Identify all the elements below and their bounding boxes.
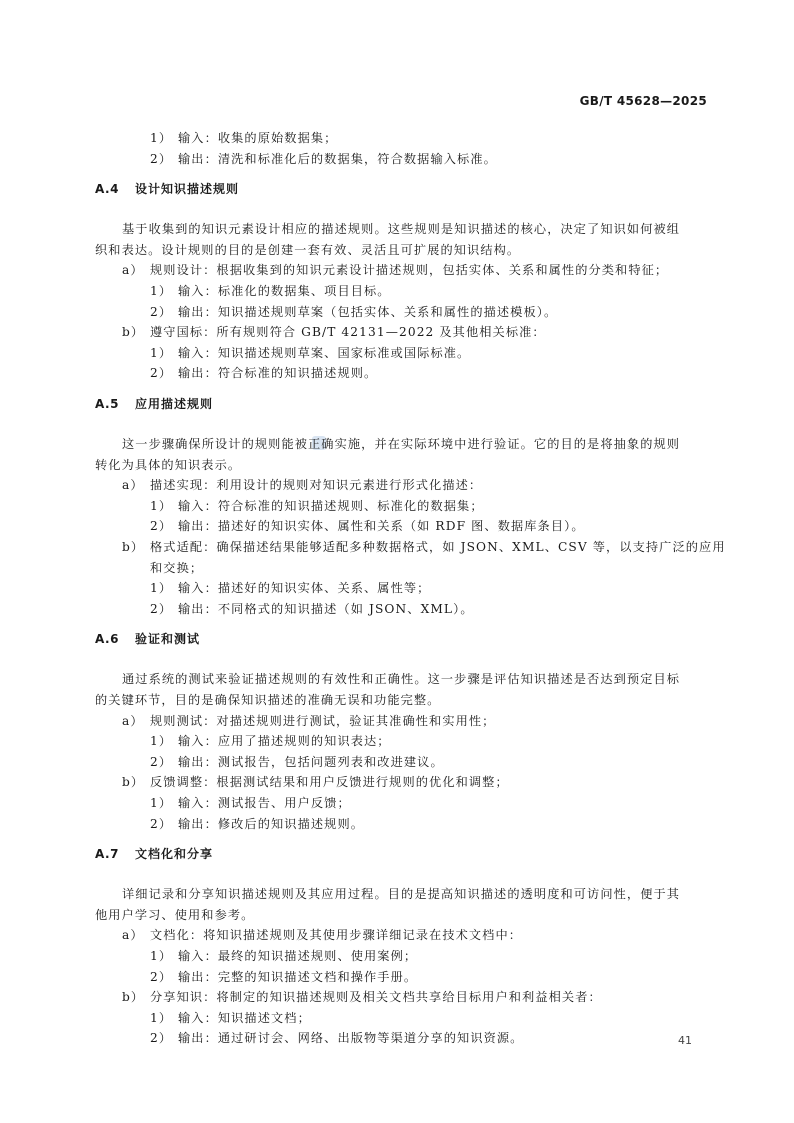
paragraph-line <box>122 219 680 239</box>
list-item <box>122 322 546 342</box>
section-number: A.6 <box>95 632 119 647</box>
line-text: 输出：清洗和标准化后的数据集，符合数据输入标准。 <box>178 151 497 166</box>
list-item <box>122 925 522 945</box>
line-text: 输入：标准化的数据集、项目目标。 <box>178 284 391 298</box>
line-text: 格式适配：确保描述结果能够适配多种数据格式，如 JSON、XML、CSV 等，以支持广泛的应用 <box>150 540 726 554</box>
sub-list-item <box>150 1008 311 1028</box>
list-label: 1） <box>150 345 173 360</box>
list-item <box>122 260 668 280</box>
line-text: 输出：通过研讨会、网络、出版物等渠道分享的知识资源。 <box>178 1031 524 1046</box>
section-number: A.5 <box>95 397 119 411</box>
list-label: a） <box>122 928 144 943</box>
list-label: 2） <box>150 601 173 616</box>
sub-list-item <box>150 281 391 301</box>
sub-list-item <box>150 793 351 813</box>
section-number: A.7 <box>95 847 119 862</box>
sub-list-item <box>150 149 497 169</box>
list-label: b） <box>122 325 145 340</box>
section-title: 验证和测试 <box>135 632 201 647</box>
line-text: 输入：知识描述规则草案、国家标准或国际标准。 <box>178 345 471 360</box>
line-text: 这一步骤确保所设计的规则能被正确实施，并在实际环境中进行验证。它的目的是将抽象的规则 <box>122 437 681 451</box>
list-label: 2） <box>150 519 173 534</box>
list-label: 1） <box>150 581 173 596</box>
list-item <box>122 475 482 495</box>
line-text: 输入：测试报告、用户反馈； <box>178 796 351 810</box>
line-text: 和交换； <box>150 560 204 575</box>
section-title: 文档化和分享 <box>135 847 214 862</box>
list-label: b） <box>122 990 145 1005</box>
section-number: A.4 <box>95 182 119 197</box>
sub-list-item <box>150 578 430 598</box>
line-text: 通过系统的测试来验证描述规则的有效性和正确性。这一步骤是评估知识描述是否达到预定目标 <box>122 672 681 687</box>
line-text: 规则设计：根据收集到的知识元素设计描述规则，包括实体、关系和属性的分类和特征； <box>150 263 669 278</box>
line-text: 输出：知识描述规则草案（包括实体、关系和属性的描述模板）。 <box>178 304 558 319</box>
sub-list-item <box>150 946 417 966</box>
list-label: b） <box>122 540 145 554</box>
section-heading <box>95 844 213 864</box>
paragraph-line <box>95 455 241 475</box>
sub-list-item <box>150 967 417 987</box>
line-text: 反馈调整：根据测试结果和用户反馈进行规则的优化和调整； <box>150 775 509 790</box>
line-text: 输入：收集的原始数据集； <box>178 131 338 145</box>
list-label: 1） <box>150 734 173 749</box>
line-text: 详细记录和分享知识描述规则及其应用过程。目的是提高知识描述的透明度和可访问性，便于其 <box>122 887 681 902</box>
paragraph-line <box>122 434 680 454</box>
sub-list-item <box>150 343 470 363</box>
sub-list-item <box>150 599 474 619</box>
paragraph-line <box>122 669 680 689</box>
line-text: 描述实现：利用设计的规则对知识元素进行形式化描述： <box>150 478 483 493</box>
section-title: 应用描述规则 <box>135 397 214 411</box>
line-text: 输出：测试报告，包括问题列表和改进建议。 <box>178 754 444 769</box>
paragraph-line <box>122 884 680 904</box>
list-label: 2） <box>150 969 173 984</box>
list-item-continuation <box>150 558 203 578</box>
sub-list-item <box>150 731 391 751</box>
paragraph-line <box>95 905 254 925</box>
list-label: a） <box>122 713 144 728</box>
list-label: b） <box>122 775 145 790</box>
list-label: 2） <box>150 304 173 319</box>
list-item <box>122 537 726 557</box>
list-label: 1） <box>150 949 173 963</box>
paragraph-line <box>95 240 520 260</box>
list-label: 2） <box>150 754 173 769</box>
list-label: 1） <box>150 284 173 298</box>
list-label: 1） <box>150 1010 173 1025</box>
list-label: a） <box>122 478 144 493</box>
line-text: 输出：修改后的知识描述规则。 <box>178 816 365 831</box>
page-number: 41 <box>678 1034 692 1047</box>
line-text: 输出：符合标准的知识描述规则。 <box>178 366 378 381</box>
list-label: 2） <box>150 366 173 381</box>
list-item <box>122 711 495 731</box>
line-text: 转化为具体的知识表示。 <box>95 457 242 472</box>
list-label: a） <box>122 263 144 278</box>
section-heading <box>95 394 213 414</box>
section-heading <box>95 629 200 649</box>
list-label: 1） <box>150 131 173 145</box>
line-text: 他用户学习、使用和参考。 <box>95 907 255 922</box>
line-text: 遵守国标：所有规则符合 GB/T 42131—2022 及其他相关标准： <box>150 325 546 340</box>
line-text: 输入：描述好的知识实体、关系、属性等； <box>178 581 431 596</box>
sub-list-item <box>150 496 484 516</box>
list-label: 1） <box>150 796 173 810</box>
line-text: 的关键环节，目的是确保知识描述的准确无误和功能完整。 <box>95 693 441 707</box>
section-heading <box>95 179 239 199</box>
line-text: 输出：完整的知识描述文档和操作手册。 <box>178 969 418 984</box>
sub-list-item <box>150 128 337 148</box>
sub-list-item <box>150 516 585 536</box>
sub-list-item <box>150 814 364 834</box>
list-item <box>122 772 509 792</box>
sub-list-item <box>150 363 377 383</box>
line-text: 织和表达。设计规则的目的是创建一套有效、灵活且可扩展的知识结构。 <box>95 242 521 257</box>
line-text: 输入：知识描述文档； <box>178 1010 311 1025</box>
sub-list-item <box>150 752 444 772</box>
list-label: 1） <box>150 498 173 513</box>
list-label: 2） <box>150 816 173 831</box>
line-text: 输入：应用了描述规则的知识表达； <box>178 734 391 749</box>
section-title: 设计知识描述规则 <box>135 182 240 197</box>
line-text: 输出：描述好的知识实体、属性和关系（如 RDF 图、数据库条目）。 <box>178 519 585 534</box>
list-label: 2） <box>150 151 173 166</box>
sub-list-item <box>150 302 557 322</box>
line-text: 文档化：将知识描述规则及其使用步骤详细记录在技术文档中： <box>150 928 523 943</box>
line-text: 输出：不同格式的知识描述（如 JSON、XML）。 <box>178 601 474 616</box>
sub-list-item <box>150 1028 523 1048</box>
line-text: 基于收集到的知识元素设计相应的描述规则。这些规则是知识描述的核心，决定了知识如何被组 <box>122 222 681 237</box>
line-text: 输入：最终的知识描述规则、使用案例； <box>178 949 418 963</box>
line-text: 规则测试：对描述规则进行测试，验证其准确性和实用性； <box>150 713 496 728</box>
list-item <box>122 987 602 1007</box>
line-text: 分享知识：将制定的知识描述规则及相关文档共享给目标用户和利益相关者： <box>150 990 602 1005</box>
document-id-header: GB/T 45628—2025 <box>579 94 707 108</box>
paragraph-line <box>95 690 440 710</box>
line-text: 输入：符合标准的知识描述规则、标准化的数据集； <box>178 498 484 513</box>
list-label: 2） <box>150 1031 173 1046</box>
